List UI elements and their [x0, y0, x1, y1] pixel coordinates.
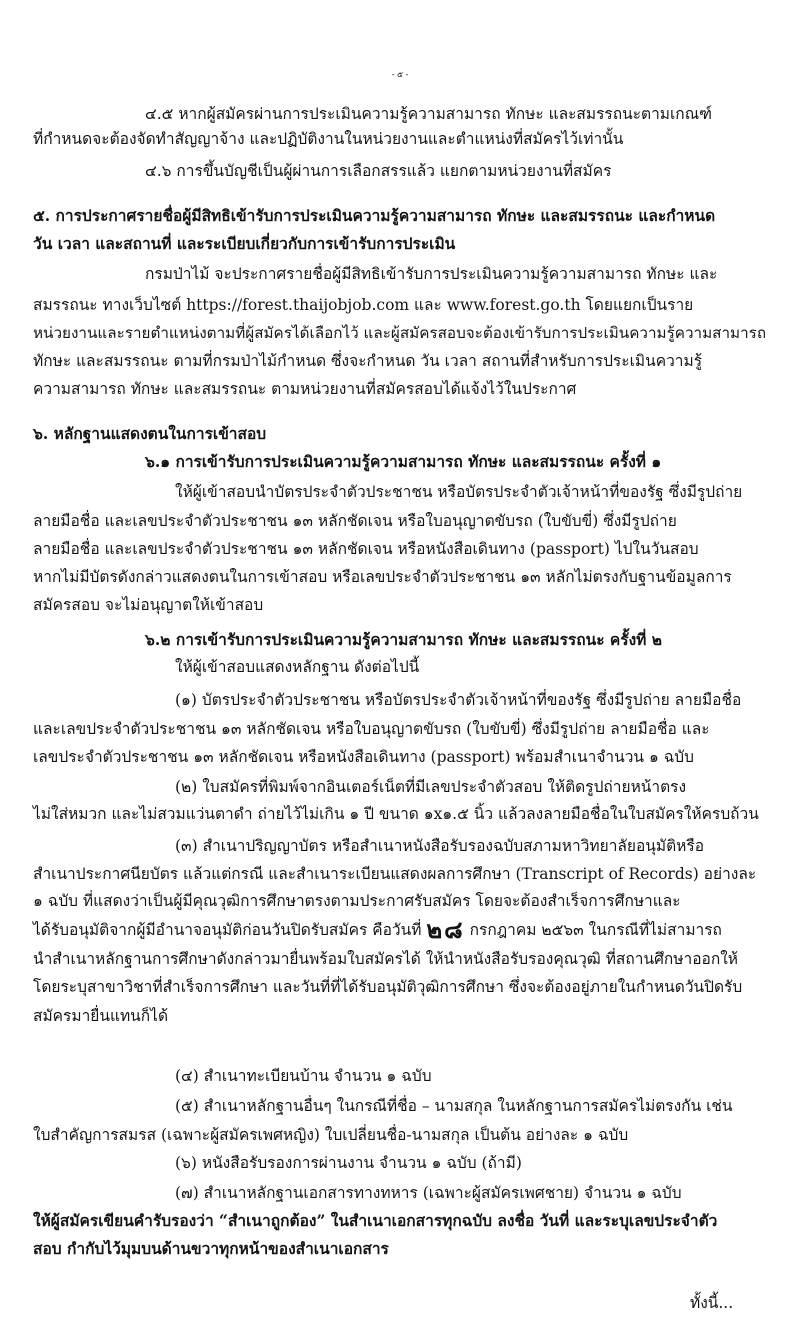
section-6-1-heading: ๖.๑ การเข้ารับการประเมินความรู้ความสามารถ ทักษะ และสมรรถนะ ครั้งที่ ๑: [145, 452, 662, 471]
item-3-line-6: โดยระบุสาขาวิชาที่สำเร็จการศึกษา และวันที่ที่ได้รับอนุมัติวุฒิการศึกษา ซึ่งจะต้องอยู่ภายในกำหนดวันปิดรับ: [33, 978, 743, 996]
item-2-line-2: ไม่ใส่หมวก และไม่สวมแว่นตาดำ ถ่ายไว้ไม่เกิน ๑ ปี ขนาด ๑x๑.๕ นิ้ว แล้วลงลายมือชื่อในใบสมัครให้ครบถ้วน: [33, 805, 759, 823]
item-5-line-1: (๕) สำเนาหลักฐานอื่นๆ ในกรณีที่ชื่อ – นามสกุล ในหลักฐานการสมัครไม่ตรงกัน เช่น: [175, 1097, 733, 1115]
item-3-line-1: (๓) สำเนาปริญญาบัตร หรือสำเนาหนังสือรับรองฉบับสภามหาวิทยาลัยอนุมัติหรือ: [175, 837, 705, 855]
item-3-line-4-before: ได้รับอนุมัติจากผู้มีอำนาจอนุมัติก่อนวันปิดรับสมัคร คือวันที่: [33, 921, 422, 939]
item-7: (๗) สำเนาหลักฐานเอกสารทางทหาร (เฉพาะผู้สมัครเพศชาย) จำนวน ๑ ฉบับ: [175, 1184, 682, 1202]
item-3-line-4: [33, 915, 722, 944]
para-4-6: ๔.๖ การขึ้นบัญชีเป็นผู้ผ่านการเลือกสรรแล้ว แยกตามหน่วยงานที่สมัคร: [145, 162, 612, 180]
certification-note-line-2: สอบ กำกับไว้มุมบนด้านขวาทุกหน้าของสำเนาเอกสาร: [33, 1239, 389, 1258]
section-6-1-body-line-2: ลายมือชื่อ และเลขประจำตัวประชาชน ๑๓ หลักชัดเจน หรือใบอนุญาตขับรถ (ใบขับขี่) ซึ่งมีรูปถ่าย: [33, 512, 677, 530]
item-3-line-5: นำสำเนาหลักฐานการศึกษาดังกล่าวมายื่นพร้อมใบสมัครได้ ให้นำหนังสือรับรองคุณวุฒิ ที่สถานศึกษาออกให้: [33, 950, 739, 968]
page-number: - ๕ -: [391, 70, 409, 79]
item-3-line-3: ๑ ฉบับ ที่แสดงว่าเป็นผู้มีคุณวุฒิการศึกษาตรงตามประกาศรับสมัคร โดยจะต้องสำเร็จการศึกษาและ: [33, 892, 681, 910]
section-5-body-line-3: หน่วยงานและรายตำแหน่งตามที่ผู้สมัครได้เลือกไว้ และผู้สมัครสอบจะต้องเข้ารับการประเมินความรู้ความสามารถ: [33, 324, 767, 342]
item-3-line-7: สมัครมายื่นแทนก็ได้: [33, 1007, 169, 1025]
section-6-2-heading: ๖.๒ การเข้ารับการประเมินความรู้ความสามารถ ทักษะ และสมรรถนะ ครั้งที่ ๒: [145, 630, 663, 649]
item-5-line-2: ใบสำคัญการสมรส (เฉพาะผู้สมัครเพศหญิง) ใบเปลี่ยนชื่อ-นามสกุล เป็นต้น อย่างละ ๑ ฉบับ: [33, 1126, 629, 1144]
section-5-body-line-1: กรมป่าไม้ จะประกาศรายชื่อผู้มีสิทธิเข้ารับการประเมินความรู้ความสามารถ ทักษะ และ: [145, 265, 718, 283]
section-5-body-line-5: ความสามารถ ทักษะ และสมรรถนะ ตามหน่วยงานที่สมัครสอบได้แจ้งไว้ในประกาศ: [33, 380, 577, 398]
continuation-marker: ทั้งนี้...: [690, 1294, 734, 1312]
section-5-body-line-2: สมรรถนะ ทางเว็บไซต์ https://forest.thaijobjob.com และ www.forest.go.th โดยแยกเป็นราย: [33, 296, 694, 314]
item-4: (๔) สำเนาทะเบียนบ้าน จำนวน ๑ ฉบับ: [175, 1067, 432, 1085]
item-3-line-4-after: กรกฎาคม ๒๕๖๓ ในกรณีที่ไม่สามารถ: [469, 921, 722, 939]
item-3-line-2: สำเนาประกาศนียบัตร แล้วแต่กรณี และสำเนาระเบียนแสดงผลการศึกษา (Transcript of Records) อย่างละ: [33, 865, 757, 883]
item-6: (๖) หนังสือรับรองการผ่านงาน จำนวน ๑ ฉบับ (ถ้ามี): [175, 1154, 522, 1172]
section-6-1-body-line-5: สมัครสอบ จะไม่อนุญาตให้เข้าสอบ: [33, 596, 264, 614]
item-1-line-2: และเลขประจำตัวประชาชน ๑๓ หลักชัดเจน หรือใบอนุญาตขับรถ (ใบขับขี่) ซึ่งมีรูปถ่าย ลายมือชื่อ และ: [33, 720, 710, 738]
item-2-line-1: (๒) ใบสมัครที่พิมพ์จากอินเตอร์เน็ตที่มีเลขประจำตัวสอบ ให้ติดรูปถ่ายหน้าตรง: [175, 778, 687, 796]
deadline-day-number: ๒๘: [426, 915, 465, 944]
item-1-line-3: เลขประจำตัวประชาชน ๑๓ หลักชัดเจน หรือหนังสือเดินทาง (passport) พร้อมสำเนาจำนวน ๑ ฉบับ: [33, 748, 694, 766]
section-6-1-body-line-1: ให้ผู้เข้าสอบนำบัตรประจำตัวประชาชน หรือบัตรประจำตัวเจ้าหน้าที่ของรัฐ ซึ่งมีรูปถ่าย: [175, 483, 743, 501]
para-4-5-line-1: ๔.๕ หากผู้สมัครผ่านการประเมินความรู้ความสามารถ ทักษะ และสมรรถนะตามเกณฑ์: [145, 105, 712, 123]
certification-note-line-1: ให้ผู้สมัครเขียนคำรับรองว่า “สำเนาถูกต้อง” ในสำเนาเอกสารทุกฉบับ ลงชื่อ วันที่ และระบุเลขประจำตัว: [33, 1211, 718, 1230]
item-1-line-1: (๑) บัตรประจำตัวประชาชน หรือบัตรประจำตัวเจ้าหน้าที่ของรัฐ ซึ่งมีรูปถ่าย ลายมือชื่อ: [175, 691, 742, 709]
section-6-heading: ๖. หลักฐานแสดงตนในการเข้าสอบ: [33, 424, 267, 443]
section-5-body-line-4: ทักษะ และสมรรถนะ ตามที่กรมป่าไม้กำหนด ซึ่งจะกำหนด วัน เวลา สถานที่สำหรับการประเมินความรู้: [33, 352, 703, 370]
para-4-5-line-2: ที่กำหนดจะต้องจัดทำสัญญาจ้าง และปฏิบัติงานในหน่วยงานและตำแหน่งที่สมัครไว้เท่านั้น: [33, 130, 624, 148]
section-5-heading-line-1: ๕. การประกาศรายชื่อผู้มีสิทธิเข้ารับการประเมินความรู้ความสามารถ ทักษะ และสมรรถนะ และกำหนด: [33, 206, 716, 225]
section-6-1-body-line-4: หากไม่มีบัตรดังกล่าวแสดงตนในการเข้าสอบ หรือเลขประจำตัวประชาชน ๑๓ หลักไม่ตรงกับฐานข้อมูลการ: [33, 568, 732, 586]
section-5-heading-line-2: วัน เวลา และสถานที่ และระเบียบเกี่ยวกับการเข้ารับการประเมิน: [33, 234, 456, 253]
section-6-1-body-line-3: ลายมือชื่อ และเลขประจำตัวประชาชน ๑๓ หลักชัดเจน หรือหนังสือเดินทาง (passport) ไปในวันสอบ: [33, 540, 699, 558]
section-6-2-intro: ให้ผู้เข้าสอบแสดงหลักฐาน ดังต่อไปนี้: [175, 658, 420, 676]
